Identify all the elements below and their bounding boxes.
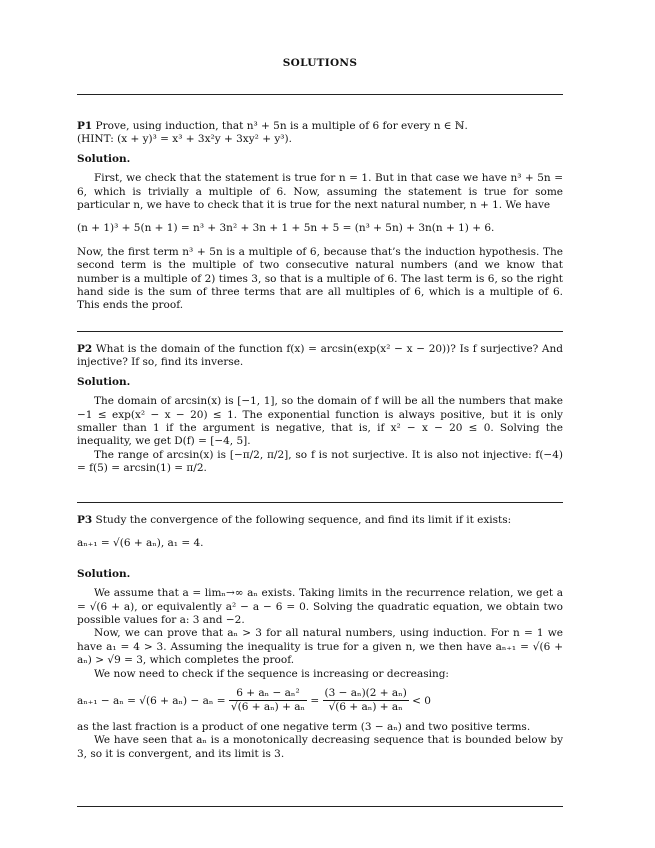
divider — [77, 502, 563, 503]
problem-3-text: Study the convergence of the following sequence, and find its limit if it exists: — [95, 514, 512, 526]
problem-3-paragraph: We assume that a = limₙ→∞ aₙ exists. Taking limits in the recurrence relation, we get a = √(6 + a), or equivalently a² − a − 6 = 0. Solving the quadratic equation, we obtain two possible values for a: 3 and −2. — [77, 587, 563, 627]
problem-3-statement — [77, 514, 563, 527]
problem-3-paragraph: We have seen that aₙ is a monotonically decreasing sequence that is bounded below by 3, so it is convergent, and its limit is 3. — [77, 734, 563, 760]
problem-3-paragraph: as the last fraction is a product of one negative term (3 − aₙ) and two positive terms. — [77, 720, 531, 733]
problem-1 — [77, 120, 563, 313]
page-title: SOLUTIONS — [282, 57, 358, 69]
problem-2-label: P2 — [77, 343, 93, 355]
problem-2 — [77, 343, 563, 476]
problem-3-paragraph: We now need to check if the sequence is increasing or decreasing: — [94, 667, 449, 680]
fraction-1-denominator: √(6 + aₙ) + aₙ — [230, 701, 306, 714]
solution-label: Solution. — [77, 567, 131, 580]
problem-1-equation: (n + 1)³ + 5(n + 1) = n³ + 3n² + 3n + 1 + 5n + 5 = (n³ + 5n) + 3n(n + 1) + 6. — [77, 222, 495, 235]
problem-3-equation: aₙ₊₁ = √(6 + aₙ), a₁ = 4. — [77, 537, 204, 550]
solution-label: Solution. — [77, 375, 131, 388]
inequality-end: < 0 — [412, 694, 431, 707]
problem-3-label: P3 — [77, 514, 93, 526]
fraction-2-numerator: (3 − aₙ)(2 + aₙ) — [323, 687, 409, 701]
problem-2-statement — [77, 343, 563, 370]
inequality-left: aₙ₊₁ − aₙ = √(6 + aₙ) − aₙ = — [77, 694, 226, 707]
problem-1-paragraph: Now, the first term n³ + 5n is a multiple of 6, because that’s the induction hypothesis. The second term is the multiple of two consecutive natural numbers (and we know that number is a multiple of 2) times 3, so that is a multiple of 6. The last term is 6, so the right hand side is the sum of three terms that are all multiples of 6, which is a multiple of 6. This ends the proof. — [77, 245, 563, 312]
problem-1-statement — [77, 120, 563, 133]
divider — [77, 94, 563, 95]
problem-1-paragraph: First, we check that the statement is true for n = 1. But in that case we have n³ + 5n = 6, which is trivially a multiple of 6. Now, assuming the statement is true for some particular n, we have to check that it is true for the next natural number, n + 1. We have — [77, 172, 563, 212]
problem-1-text: Prove, using induction, that n³ + 5n is a multiple of 6 for every n ∈ ℕ. — [95, 120, 468, 132]
fraction-1-numerator: 6 + aₙ − aₙ² — [229, 687, 307, 701]
fraction-2-denominator: √(6 + aₙ) + aₙ — [328, 701, 403, 714]
problem-2-text: What is the domain of the function f(x) = arcsin(exp(x² − x − 20))? Is f surjective? And injective? If so, find its inverse. — [77, 343, 563, 369]
problem-3-paragraph: Now, we can prove that aₙ > 3 for all natural numbers, using induction. For n = 1 we have a₁ = 4 > 3. Assuming the inequality is true for a given n, we then have aₙ₊₁ = √(6 + aₙ) > √9 = 3, which completes the proof. — [77, 627, 563, 667]
divider — [77, 806, 563, 807]
problem-3 — [77, 514, 563, 761]
problem-2-paragraph: The domain of arcsin(x) is [−1, 1], so the domain of f will be all the numbers that make −1 ≤ exp(x² − x − 20) ≤ 1. The exponential function is always positive, but it is only smaller than 1 if the argument is negative, that is, if x² − x − 20 ≤ 0. Solving the inequality, we get D(f) = [−4, 5]. — [77, 395, 563, 448]
divider — [77, 331, 563, 332]
fraction-1 — [229, 687, 307, 715]
problem-1-label: P1 — [77, 120, 93, 132]
problem-2-paragraph: The range of arcsin(x) is [−π/2, π/2], so f is not surjective. It is also not injective: f(−4) = f(5) = arcsin(1) = π/2. — [77, 448, 563, 475]
solution-label: Solution. — [77, 152, 131, 165]
problem-3-inequality: aₙ₊₁ − aₙ = √(6 + aₙ) − aₙ = $\frac{\text{6 + aₙ − aₙ²}}{\text{√(6 + aₙ) + aₙ}}$ = $\frac{\text{(3 − aₙ)(2 + aₙ)}}{\text{√(6 + aₙ) + aₙ}}$ < 0 — [77, 687, 431, 714]
fraction-2 — [323, 687, 409, 715]
problem-1-hint: (HINT: (x + y)³ = x³ + 3x²y + 3xy² + y³). — [77, 133, 292, 146]
